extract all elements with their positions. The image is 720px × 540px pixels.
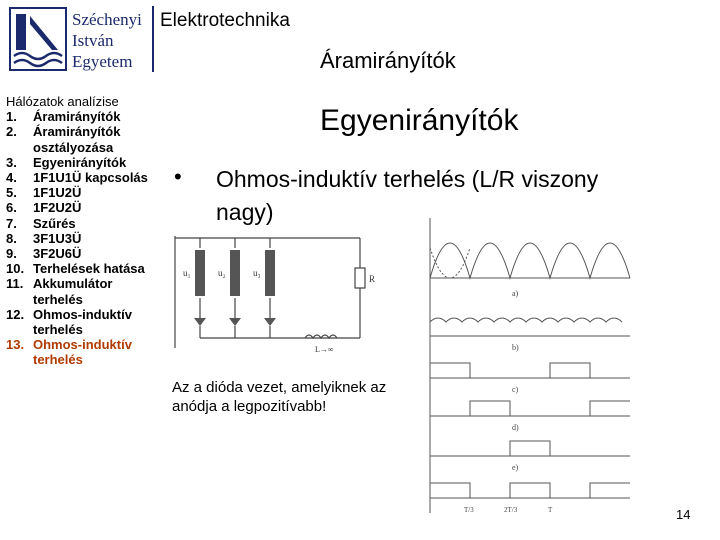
sidebar-item-number: 5. <box>6 185 17 201</box>
sidebar-item[interactable] <box>6 246 156 261</box>
page-number: 14 <box>676 507 691 522</box>
bullet-marker: • <box>174 164 182 189</box>
sidebar-item[interactable] <box>6 276 156 306</box>
wave-label: e) <box>512 463 519 472</box>
sidebar-item-number: 9. <box>6 246 17 262</box>
sidebar-item[interactable] <box>6 216 156 231</box>
university-logo <box>8 6 68 72</box>
note-text: Az a dióda vezet, amelyiknek az anódja a legpozitívabb! <box>172 379 387 415</box>
sidebar-item-number: 12. <box>6 306 25 322</box>
sidebar-item-label: Szűrés <box>33 215 76 231</box>
sidebar-item-label: 3F2U6Ü <box>33 246 82 262</box>
wave-label: c) <box>512 385 519 394</box>
sidebar-item[interactable] <box>6 185 156 200</box>
university-name-line: Egyetem <box>72 52 133 71</box>
section-title: Áramirányítók <box>320 48 456 73</box>
rectifier-circuit-diagram <box>165 228 395 358</box>
sidebar-item-number: 3. <box>6 154 17 170</box>
sidebar-item-label: Ohmos-induktív terhelés <box>33 306 132 338</box>
header-divider <box>152 6 154 72</box>
sidebar-item-number: 1. <box>6 109 17 125</box>
sidebar-item-number: 2. <box>6 124 17 140</box>
sidebar-item[interactable] <box>6 231 156 246</box>
sidebar-item[interactable] <box>6 109 156 124</box>
wave-label: a) <box>512 289 519 298</box>
sidebar-item[interactable] <box>6 170 156 185</box>
sidebar-item-number: 11. <box>6 276 24 292</box>
sidebar-item-label: 1F1U2Ü <box>33 185 82 201</box>
sidebar-item-label: Áramirányítók osztályozása <box>33 124 121 155</box>
sidebar-item[interactable] <box>6 307 156 337</box>
course-title: Elektrotechnika <box>160 10 290 31</box>
sidebar-item-label: Terhelések hatása <box>33 261 145 277</box>
sidebar-item[interactable] <box>6 337 156 367</box>
sidebar-item-number: 6. <box>6 200 17 216</box>
time-axis-label: T/3 <box>464 506 474 514</box>
time-axis-label: 2T/3 <box>504 506 518 514</box>
sidebar-item-label: Akkumulátor terhelés <box>33 276 113 307</box>
sidebar-item-label: Egyenirányítók <box>33 154 127 170</box>
sidebar-item-label: 1F1U1Ü kapcsolás <box>33 170 148 186</box>
sidebar-item-number: 7. <box>6 215 17 231</box>
circuit-label-u3: u₃ <box>253 268 261 278</box>
sidebar-item-label: Áramirányítók <box>33 109 121 125</box>
sidebar-item-number: 4. <box>6 170 17 186</box>
waveform-diagram <box>420 218 635 523</box>
university-name <box>72 9 142 72</box>
circuit-label-u1: u₁ <box>183 268 191 278</box>
wave-label: d) <box>512 423 519 432</box>
sidebar-item-label: 3F1U3Ü <box>33 230 82 246</box>
university-name-line: Széchenyi <box>72 10 142 29</box>
sidebar-item[interactable] <box>6 261 156 276</box>
sidebar-heading: Hálózatok analízise <box>6 94 119 109</box>
sidebar-item[interactable] <box>6 200 156 215</box>
sidebar-item[interactable] <box>6 124 156 154</box>
sidebar-item-label: 1F2U2Ü <box>33 200 82 216</box>
university-name-line: István <box>72 31 114 50</box>
circuit-label-load: R <box>369 274 376 284</box>
sidebar-item[interactable] <box>6 155 156 170</box>
sidebar-item-number: 10. <box>6 261 25 277</box>
time-axis-label: T <box>548 506 553 514</box>
circuit-label-inductor: L→∞ <box>315 345 334 354</box>
bullet-text: Ohmos-induktív terhelés (L/R viszony nagy) <box>216 166 599 225</box>
wave-label: b) <box>512 343 519 352</box>
sidebar-item-number: 13. <box>6 337 25 353</box>
sidebar-item-label: Ohmos-induktív terhelés <box>33 337 132 368</box>
circuit-label-u2: u₂ <box>218 268 226 278</box>
sidebar-item-number: 8. <box>6 230 17 246</box>
slide-title: Egyenirányítók <box>320 104 519 137</box>
sidebar-nav <box>6 94 156 368</box>
